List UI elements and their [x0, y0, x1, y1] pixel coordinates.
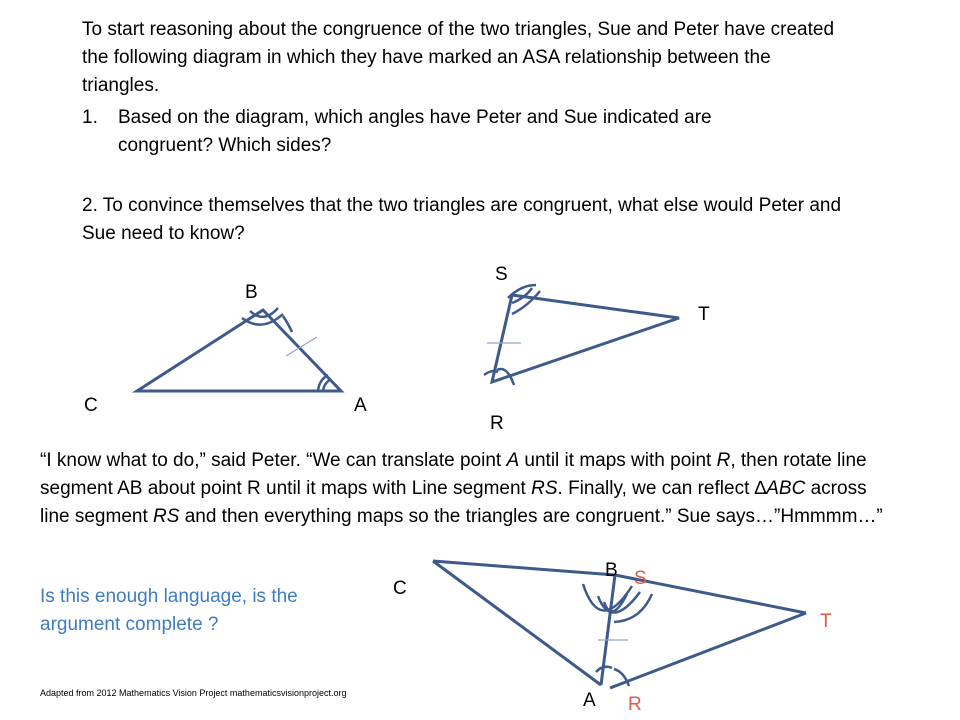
label-t: T: [698, 304, 710, 325]
overlay-tr-side: [610, 613, 806, 688]
quote-part-2: until it maps with point: [519, 450, 717, 471]
triangle-abc: [137, 308, 341, 391]
overlay-label-r: R: [628, 694, 642, 715]
quote-point-a: A: [506, 450, 520, 471]
overlay-label-s: S: [634, 568, 647, 589]
triangle-rst: [484, 285, 679, 385]
question-1-number: 1.: [82, 107, 98, 128]
quote-part-6: and then everything maps so the triangles are congruent.” Sue says…”Hmmmm…”: [179, 506, 883, 527]
source-credit: Adapted from 2012 Mathematics Vision Project mathematicsvisionproject.org: [40, 688, 347, 698]
question-1-text: Based on the diagram, which angles have Peter and Sue indicated are congruent? Which sides?: [118, 107, 712, 156]
quote-part-3: , then rotate line segment AB about point R until it maps with Line segment: [40, 450, 867, 499]
quote-part-5: across line segment: [40, 478, 867, 527]
angle-a-arc-2: [323, 379, 331, 391]
quote-part-1: “I know what to do,” said Peter. “We can translate point: [40, 450, 507, 471]
question-2: 2. To convince themselves that the two triangles are congruent, what else would Peter and Sue need to know?: [82, 195, 842, 244]
intro-paragraph: To start reasoning about the congruence of the two triangles, Sue and Peter have created the following diagram in which they have marked an ASA relationship between the triangles.: [82, 19, 835, 96]
label-c: C: [84, 395, 98, 416]
overlay-angle-s-arc: [614, 594, 652, 622]
peter-quote: [40, 447, 900, 531]
label-r: R: [490, 413, 504, 434]
overlay-ca-side: [433, 561, 601, 685]
quote-point-r: R: [716, 450, 731, 471]
overlay-label-b: B: [605, 560, 618, 581]
label-s: S: [495, 264, 508, 285]
overlay-cb-side: [433, 561, 615, 575]
label-b: B: [245, 282, 258, 303]
quote-segment-rs-1: RS: [531, 478, 558, 499]
quote-triangle-abc: ABC: [766, 478, 806, 499]
triangle-abc-sides: [137, 310, 341, 391]
quote-segment-rs-2: RS: [153, 506, 180, 527]
angle-b-arc-3: [283, 316, 292, 332]
overlay-label-t: T: [820, 611, 832, 632]
overlay-triangles: [433, 561, 806, 688]
label-a: A: [354, 395, 367, 416]
overlay-label-c: C: [393, 578, 407, 599]
quote-part-4: . Finally, we can reflect ∆: [557, 478, 767, 499]
argument-question: Is this enough language, is the argument complete ?: [40, 586, 298, 635]
angle-r-arc-1: [484, 371, 498, 375]
overlay-label-a: A: [583, 690, 596, 711]
overlay-ab-side: [601, 575, 615, 685]
